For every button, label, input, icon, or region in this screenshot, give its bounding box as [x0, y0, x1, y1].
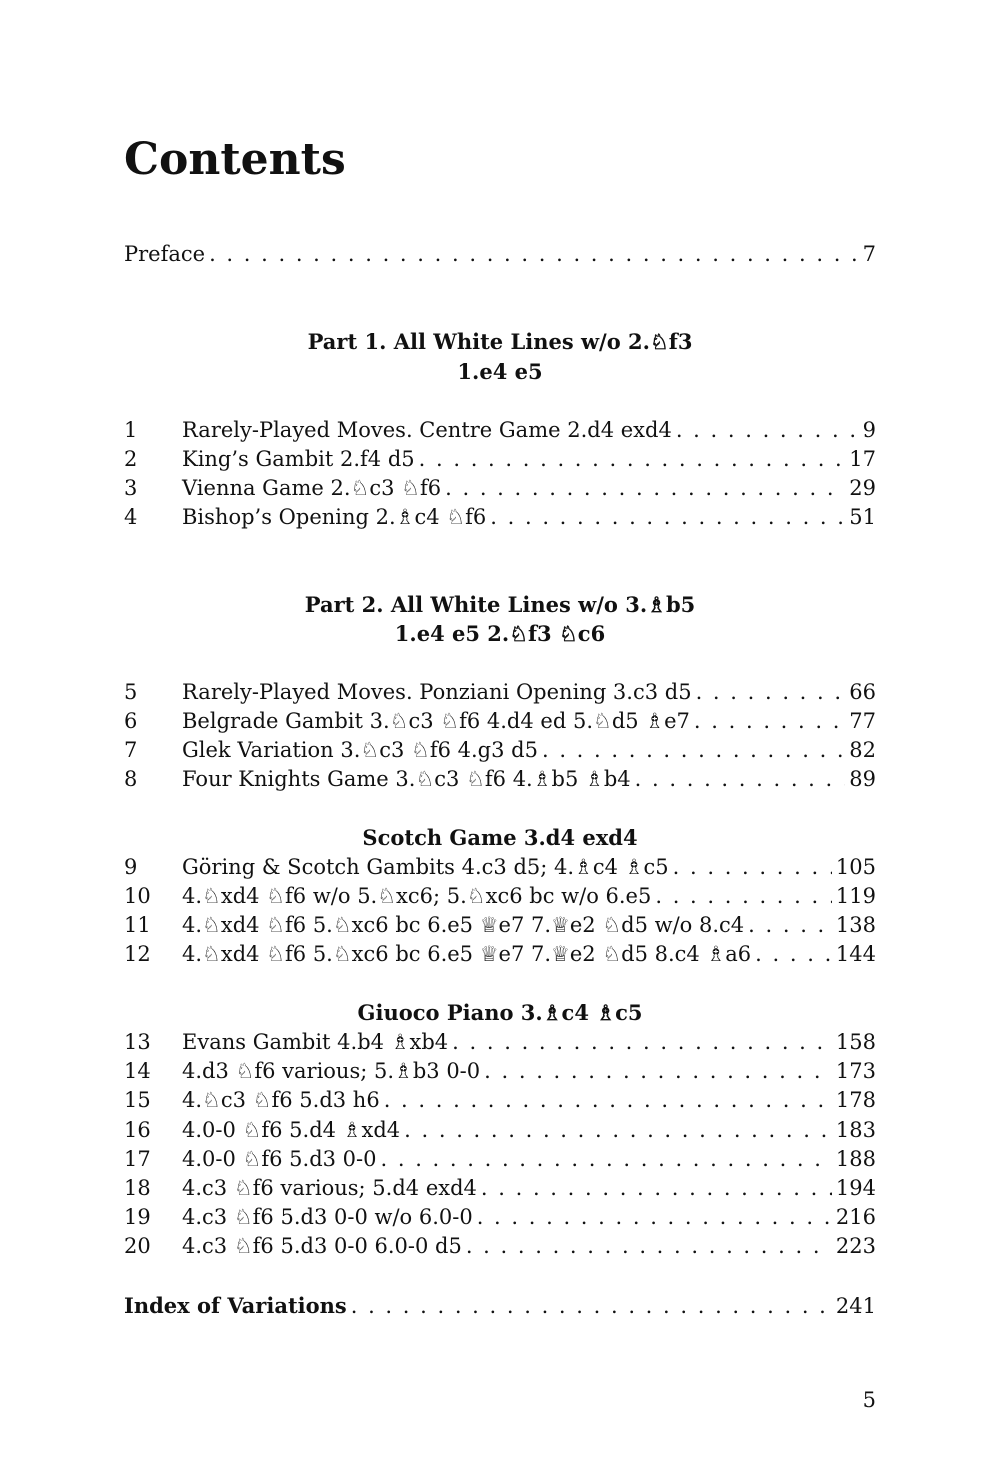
- entry-page: 66: [849, 680, 876, 704]
- dot-leader: [755, 940, 832, 969]
- dot-leader: [419, 445, 846, 474]
- dot-leader: [351, 1292, 832, 1321]
- toc-entry[interactable]: [124, 1086, 876, 1115]
- chapter-number: 9: [124, 855, 138, 879]
- entry-page: 178: [835, 1088, 876, 1112]
- chapter-number: 16: [124, 1118, 151, 1142]
- entry-title: Preface: [124, 242, 206, 266]
- entry-title: Rarely-Played Moves. Centre Game 2.d4 exd4: [182, 418, 672, 442]
- dot-leader: [466, 1232, 832, 1261]
- dot-leader: [481, 1174, 832, 1203]
- entry-page: 7: [862, 242, 876, 266]
- entry-title: 4.c3 ♘f6 5.d3 0-0 6.0-0 d5: [182, 1234, 462, 1258]
- dot-leader: [655, 882, 832, 911]
- chapter-number: 4: [124, 505, 138, 529]
- entry-title: Glek Variation 3.♘c3 ♘f6 4.g3 d5: [182, 738, 538, 762]
- toc-entry[interactable]: [124, 1116, 876, 1145]
- entry-page: 89: [849, 767, 876, 791]
- entry-title: 4.♘xd4 ♘f6 w/o 5.♘xc6; 5.♘xc6 bc w/o 6.e5: [182, 884, 652, 908]
- entry-title: Evans Gambit 4.b4 ♗xb4: [182, 1030, 449, 1054]
- entry-title: Bishop’s Opening 2.♗c4 ♘f6: [182, 505, 487, 529]
- toc-entry[interactable]: [124, 853, 876, 882]
- chapter-number: 8: [124, 767, 138, 791]
- dot-leader: [748, 911, 832, 940]
- dot-leader: [694, 707, 845, 736]
- toc-entry[interactable]: [124, 765, 876, 794]
- entry-page: 105: [835, 855, 876, 879]
- entry-title: 4.0-0 ♘f6 5.d3 0-0: [182, 1147, 377, 1171]
- entry-title: 4.♘xd4 ♘f6 5.♘xc6 bc 6.e5 ♕e7 7.♕e2 ♘d5 w/o 8.c4: [182, 913, 745, 937]
- toc-entry-index[interactable]: [124, 1291, 876, 1320]
- scotch-heading: Scotch Game 3.d4 exd4: [362, 825, 638, 850]
- entry-title: Four Knights Game 3.♘c3 ♘f6 4.♗b5 ♗b4: [182, 767, 631, 791]
- entry-title: King’s Gambit 2.f4 d5: [182, 447, 415, 471]
- dot-leader: [404, 1116, 832, 1145]
- chapter-number: 3: [124, 476, 138, 500]
- toc-entry[interactable]: [124, 1232, 876, 1261]
- dot-leader: [477, 1203, 832, 1232]
- toc-entry[interactable]: [124, 416, 876, 445]
- entry-page: 183: [835, 1118, 876, 1142]
- chapter-number: 11: [124, 913, 151, 937]
- toc-entry[interactable]: [124, 1057, 876, 1086]
- toc-entry[interactable]: [124, 474, 876, 503]
- toc-entry[interactable]: [124, 503, 876, 532]
- page-number: 5: [862, 1388, 876, 1412]
- chapter-number: 19: [124, 1205, 151, 1229]
- dot-leader: [673, 853, 832, 882]
- entry-title: Göring & Scotch Gambits 4.c3 d5; 4.♗c4 ♗c5: [182, 855, 669, 879]
- toc-entry[interactable]: [124, 736, 876, 765]
- chapter-number: 15: [124, 1088, 151, 1112]
- entry-page: 77: [849, 709, 876, 733]
- toc-entry[interactable]: [124, 1145, 876, 1174]
- toc-entry[interactable]: [124, 445, 876, 474]
- toc-entry[interactable]: [124, 707, 876, 736]
- chapter-number: 1: [124, 418, 138, 442]
- toc-entry[interactable]: [124, 882, 876, 911]
- entry-title: 4.♘xd4 ♘f6 5.♘xc6 bc 6.e5 ♕e7 7.♕e2 ♘d5 8.c4 ♗a6: [182, 942, 752, 966]
- dot-leader: [452, 1028, 832, 1057]
- chapter-number: 17: [124, 1147, 151, 1171]
- entry-page: 158: [835, 1030, 876, 1054]
- entry-title: Index of Variations: [124, 1293, 347, 1318]
- toc-entry[interactable]: [124, 678, 876, 707]
- entry-title: Rarely-Played Moves. Ponziani Opening 3.c3 d5: [182, 680, 692, 704]
- entry-page: 119: [835, 884, 876, 908]
- chapter-number: 5: [124, 680, 138, 704]
- entry-page: 29: [849, 476, 876, 500]
- entry-page: 223: [835, 1234, 876, 1258]
- entry-title: 4.c3 ♘f6 5.d3 0-0 w/o 6.0-0: [182, 1205, 473, 1229]
- entry-title: 4.♘c3 ♘f6 5.d3 h6: [182, 1088, 380, 1112]
- entry-title: 4.0-0 ♘f6 5.d4 ♗xd4: [182, 1118, 401, 1142]
- dot-leader: [635, 765, 846, 794]
- toc-entry[interactable]: [124, 1174, 876, 1203]
- toc-entry[interactable]: [124, 911, 876, 940]
- entry-page: 17: [849, 447, 876, 471]
- giuoco-heading: Giuoco Piano 3.♗c4 ♗c5: [357, 1000, 643, 1025]
- entry-page: 188: [835, 1147, 876, 1171]
- dot-leader: [484, 1057, 832, 1086]
- dot-leader: [384, 1086, 832, 1115]
- dot-leader: [381, 1145, 832, 1174]
- part2-moves: 1.e4 e5 2.♘f3 ♘c6: [394, 621, 606, 646]
- chapter-number: 12: [124, 942, 151, 966]
- entry-title: 4.d3 ♘f6 various; 5.♗b3 0-0: [182, 1059, 481, 1083]
- chapter-number: 13: [124, 1030, 151, 1054]
- dot-leader: [209, 240, 859, 269]
- entry-page: 138: [835, 913, 876, 937]
- entry-title: Belgrade Gambit 3.♘c3 ♘f6 4.d4 ed 5.♘d5 ♗e7: [182, 709, 690, 733]
- toc-entry[interactable]: [124, 1203, 876, 1232]
- entry-title: 4.c3 ♘f6 various; 5.d4 exd4: [182, 1176, 477, 1200]
- entry-page: 173: [835, 1059, 876, 1083]
- part1-moves: 1.e4 e5: [457, 359, 543, 384]
- entry-page: 51: [849, 505, 876, 529]
- dot-leader: [445, 474, 845, 503]
- chapter-number: 2: [124, 447, 138, 471]
- toc-entry[interactable]: [124, 940, 876, 969]
- page-title: Contents: [124, 134, 346, 185]
- entry-page: 82: [849, 738, 876, 762]
- chapter-number: 18: [124, 1176, 151, 1200]
- toc-entry-preface[interactable]: [124, 240, 876, 269]
- part2-heading: Part 2. All White Lines w/o 3.♗b5: [304, 592, 696, 617]
- part1-heading: Part 1. All White Lines w/o 2.♘f3: [307, 329, 693, 354]
- entry-page: 216: [835, 1205, 876, 1229]
- chapter-number: 10: [124, 884, 151, 908]
- dot-leader: [676, 416, 859, 445]
- dot-leader: [542, 736, 845, 765]
- entry-page: 241: [835, 1294, 876, 1318]
- entry-page: 194: [835, 1176, 876, 1200]
- chapter-number: 6: [124, 709, 138, 733]
- toc-entry[interactable]: [124, 1028, 876, 1057]
- dot-leader: [490, 503, 845, 532]
- entry-page: 9: [862, 418, 876, 442]
- dot-leader: [696, 678, 846, 707]
- entry-title: Vienna Game 2.♘c3 ♘f6: [182, 476, 442, 500]
- chapter-number: 14: [124, 1059, 151, 1083]
- chapter-number: 7: [124, 738, 138, 762]
- entry-page: 144: [835, 942, 876, 966]
- chapter-number: 20: [124, 1234, 151, 1258]
